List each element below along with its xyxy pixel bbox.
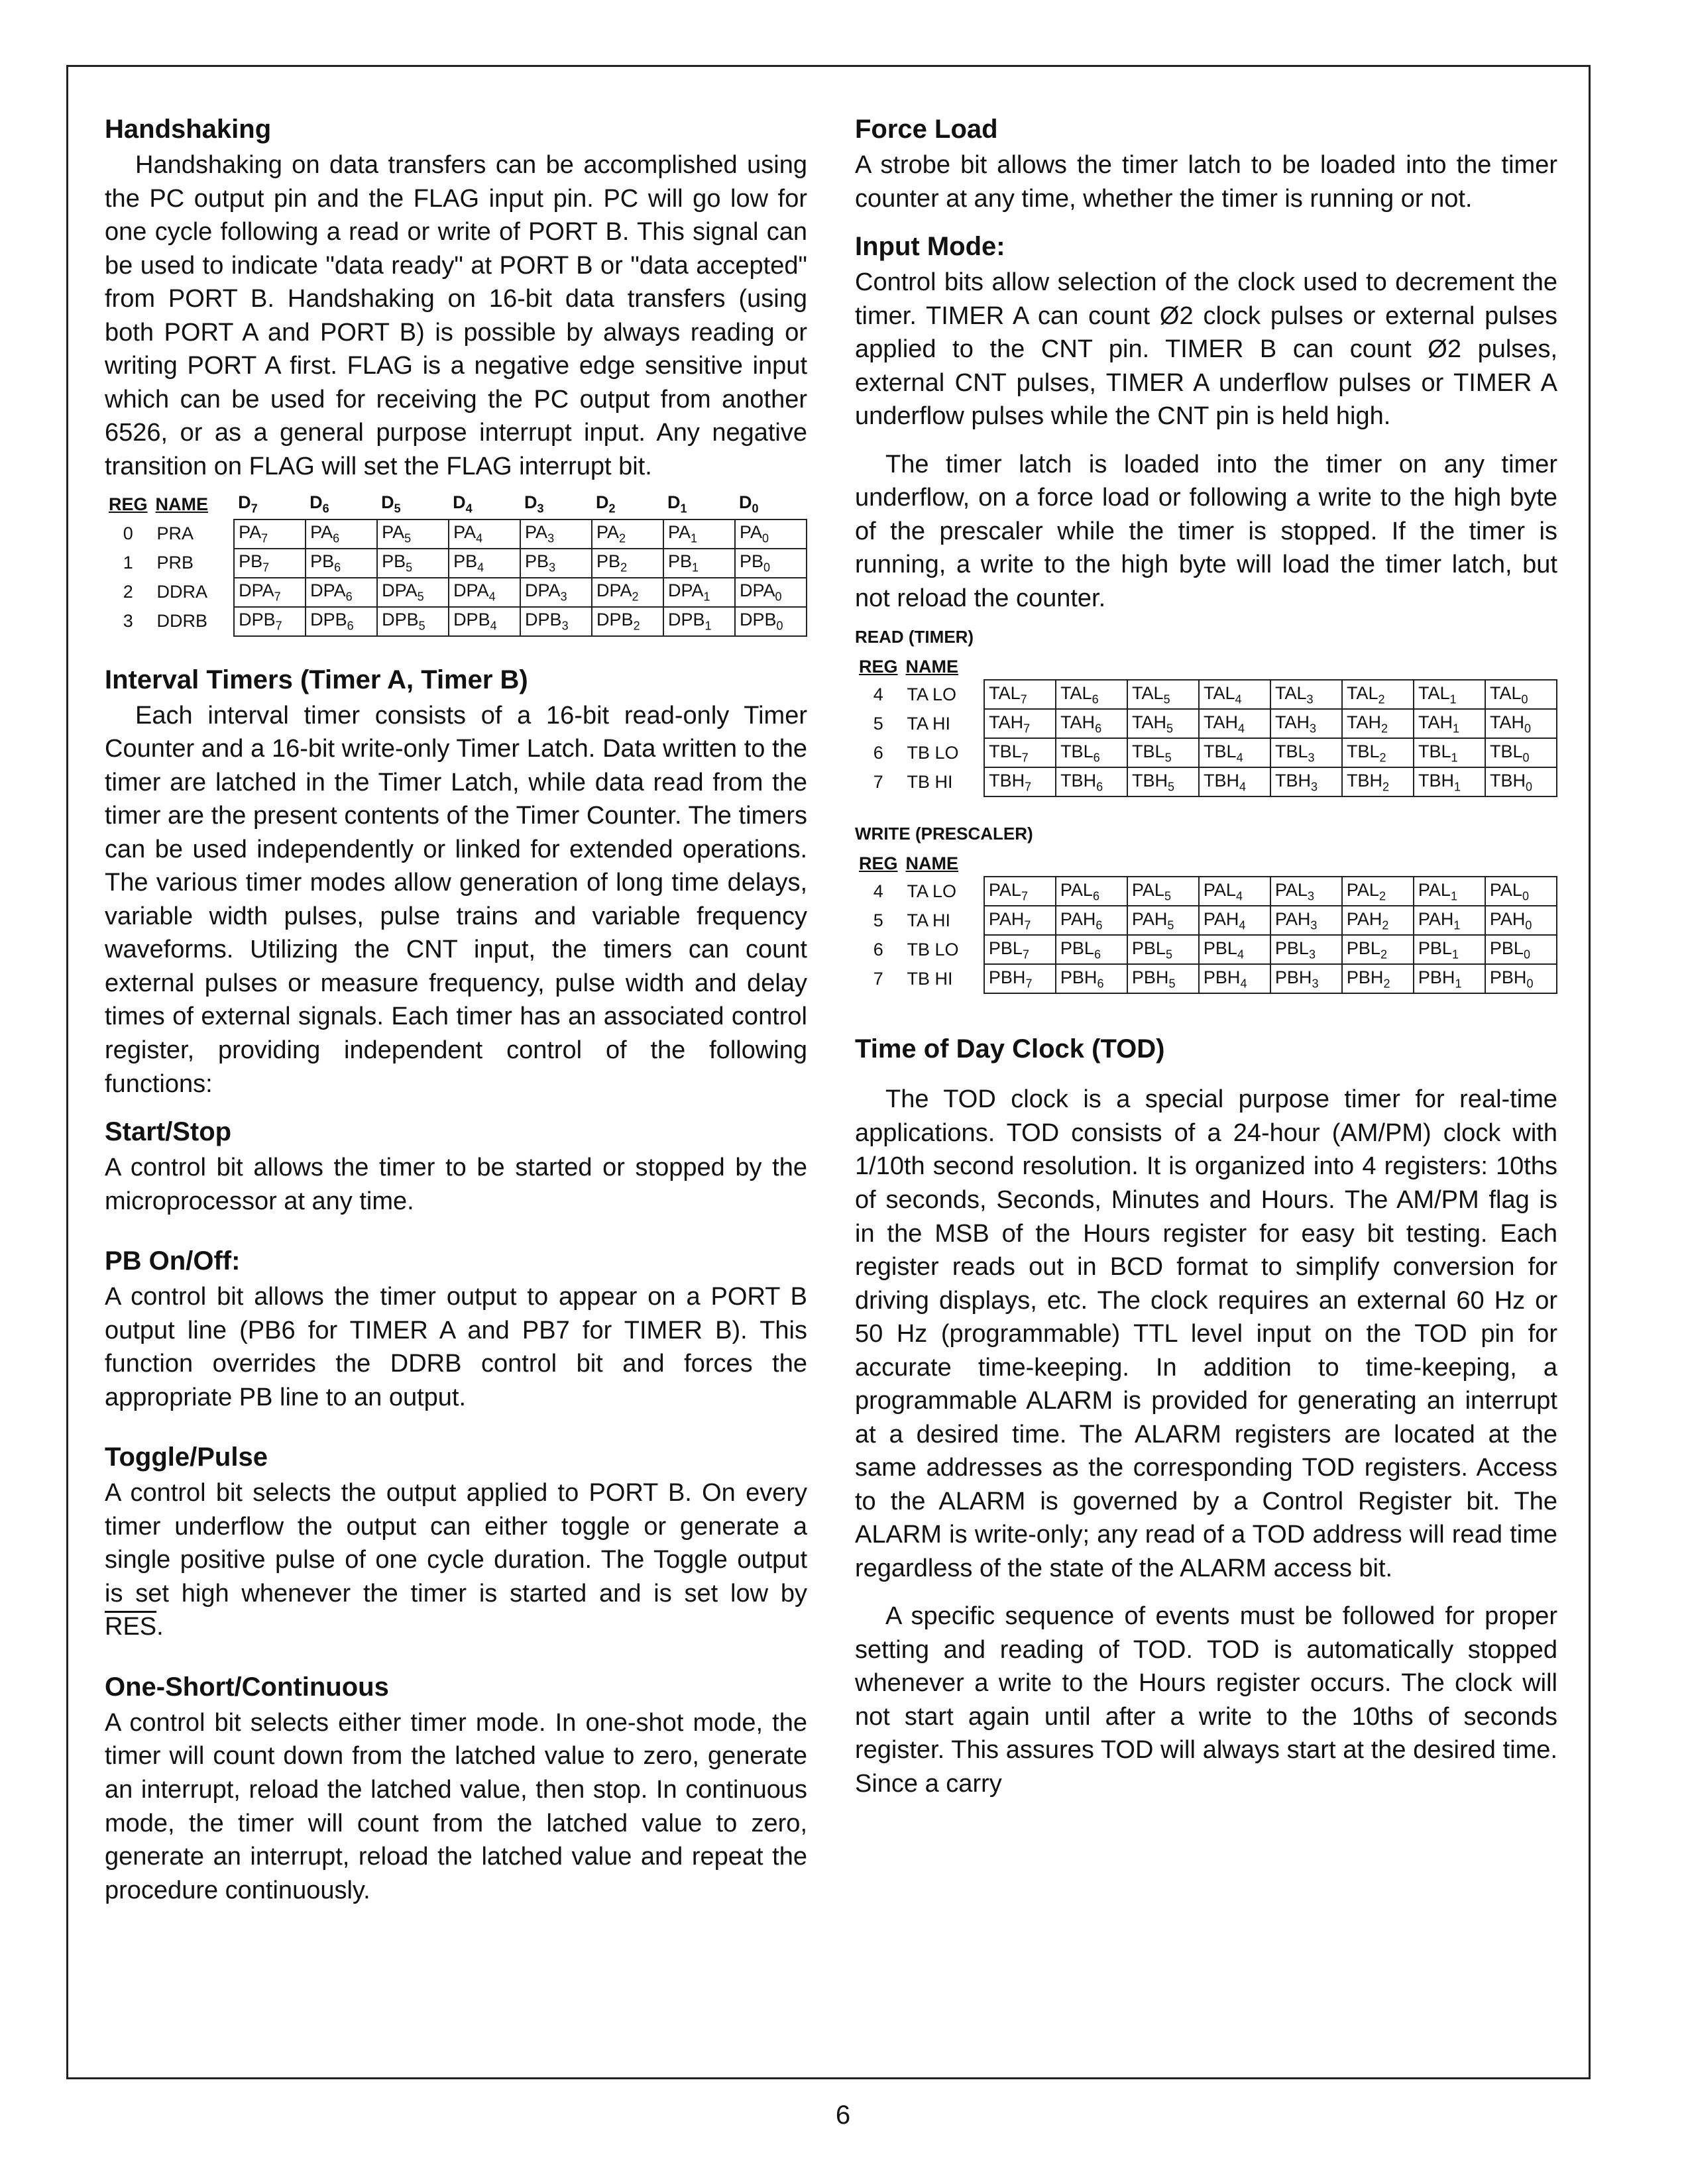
register-bit-cell: $PBH_3$ xyxy=(1270,964,1342,993)
register-bit-cell: $PAH_6$ xyxy=(1056,906,1127,935)
register-bit-cell: $DPB_5$ xyxy=(377,607,449,636)
register-bit-cell: $PAH_3$ xyxy=(1270,906,1342,935)
register-bit-cell: $DPA_4$ xyxy=(449,578,520,607)
register-bit-cell: $PBL_1$ xyxy=(1414,935,1485,964)
register-name: TA LO xyxy=(907,881,957,901)
write-table-header xyxy=(855,851,1557,877)
register-bit-cell: $PB_2$ xyxy=(592,549,663,578)
register-bit-cell: $PBH_5$ xyxy=(1127,964,1199,993)
register-number: 7 xyxy=(873,968,883,989)
register-bit-cell: $DPA_2$ xyxy=(592,578,663,607)
handshaking-heading: Handshaking xyxy=(105,115,272,144)
pbonoff-heading: PB On/Off: xyxy=(105,1246,241,1276)
name-header: NAME xyxy=(155,494,209,514)
pbonoff-body: A control bit allows the timer output to appear on a PORT B output line (PB6 for TIMER A and PB7 for TIMER B). This function overrides the DDRB control bit and forces the appropriate PB line to an output. xyxy=(105,1283,807,1411)
register-bit-cell: $TBL_1$ xyxy=(1414,738,1485,767)
register-bit-cell: $TAH_0$ xyxy=(1485,709,1557,738)
register-number: 5 xyxy=(873,910,883,930)
register-bit-cell: $PBL_3$ xyxy=(1270,935,1342,964)
register-bit-cell: $PBL_5$ xyxy=(1127,935,1199,964)
register-bit-cell: $PB_5$ xyxy=(377,549,449,578)
register-number: 2 xyxy=(123,582,133,602)
register-row xyxy=(855,709,1557,738)
register-number: 3 xyxy=(123,611,133,631)
register-row xyxy=(105,578,807,607)
register-row xyxy=(855,935,1557,964)
register-bit-cell: $TBL_0$ xyxy=(1485,738,1557,767)
register-bit-cell: $TAL_3$ xyxy=(1270,680,1342,709)
write-prescaler-table xyxy=(855,851,1557,994)
register-bit-cell: $PAL_4$ xyxy=(1199,877,1270,906)
toggle-body-b: . xyxy=(156,1613,164,1641)
tod-body-2: A specific sequence of events must be followed for proper setting and reading of TOD. TOD is automatically stopped whenever a write to the Hours register occurs. The clock will not start again until after a write to the 10ths of seconds register. This assures TOD will always start at the desired time. Since a carry xyxy=(855,1602,1557,1798)
register-bit-cell: $PAH_2$ xyxy=(1342,906,1414,935)
tod-body: The TOD clock is a special purpose timer for real-time applications. TOD consists of a 24-hour (AM/PM) clock with 1/10th second resolution. It is organized into 4 registers: 10ths of seconds, Seconds, Minutes and Hours. The AM/PM flag is in the MSB of the Hours register for easy bit testing. Each register reads out in BCD format to simplify conversion for driving displays, etc. The clock requires an external 60 Hz or 50 Hz (programmable) TTL level input on the TOD pin for accurate time-keeping. In addition to time-keeping, a programmable ALARM is provided for generating an interrupt at a desired time. The ALARM registers are located at the same addresses as the corresponding TOD registers. Access to the ALARM is governed by a Control Register bit. The ALARM is write-only; any read of a TOD address will read time regardless of the state of the ALARM access bit. xyxy=(855,1085,1557,1582)
register-bit-cell: $TAL_7$ xyxy=(984,680,1056,709)
register-name: PRB xyxy=(156,553,194,573)
interval-timers-body: Each interval timer consists of a 16-bit read-only Timer Counter and a 16-bit write-only Timer Latch. Data written to the timer are latched in the Timer Latch, while data read from the timer are the present contents of the Timer Counter. The timers can be used independently or linked for extended operations. The various timer modes allow generation of long time delays, variable width pulses, pulse trains and variable frequency waveforms. Utilizing the CNT input, the timers can count external pulses or measure frequency, pulse width and delay times of external signals. Each timer has an associated control register, providing independent control of the following functions: xyxy=(105,701,807,1098)
inputmode-body: Control bits allow selection of the clock used to decrement the timer. TIMER A can count Ø2 clock pulses or external pulses applied to the CNT pin. TIMER B can count Ø2 pulses, external CNT pulses, TIMER A underflow pulses or TIMER A underflow pulses while the CNT pin is held high. xyxy=(855,268,1557,431)
register-bit-cell: $TAH_5$ xyxy=(1127,709,1199,738)
register-number: 4 xyxy=(873,684,883,704)
name-header: NAME xyxy=(905,657,959,677)
register-bit-cell: $PAL_6$ xyxy=(1056,877,1127,906)
register-bit-cell: $PAH_5$ xyxy=(1127,906,1199,935)
register-bit-cell: $PAH_1$ xyxy=(1414,906,1485,935)
write-table-caption: WRITE (PRESCALER) xyxy=(855,824,1033,844)
register-bit-cell: $PBL_7$ xyxy=(984,935,1056,964)
oneshot-heading: One-Short/Continuous xyxy=(105,1672,389,1702)
register-row xyxy=(105,607,807,636)
register-bit-cell: $PBL_2$ xyxy=(1342,935,1414,964)
register-bit-cell: $PB_6$ xyxy=(306,549,377,578)
bit-header: $D_6$ xyxy=(309,492,329,516)
reg-header: REG xyxy=(109,494,148,514)
register-bit-cell: $DPB_2$ xyxy=(592,607,663,636)
register-bit-cell: $PBH_4$ xyxy=(1199,964,1270,993)
oneshot-body: A control bit selects either timer mode. In one-shot mode, the timer will count down from the latched value to zero, generate an interrupt, reload the latched value, then stop. In continuous mode, the timer will count from the latched value to zero, generate an interrupt, reload the latched value and repeat the procedure continuously. xyxy=(105,1708,807,1904)
register-bit-cell: $TAL_0$ xyxy=(1485,680,1557,709)
register-bit-cell: $TBH_6$ xyxy=(1056,767,1127,796)
register-bit-cell: $TBH_5$ xyxy=(1127,767,1199,796)
register-bit-cell: $TBL_5$ xyxy=(1127,738,1199,767)
register-number: 5 xyxy=(873,713,883,734)
read-table-caption: READ (TIMER) xyxy=(855,627,974,647)
register-bit-cell: $TAL_4$ xyxy=(1199,680,1270,709)
right-column xyxy=(855,113,1557,1801)
register-bit-cell: $TAH_1$ xyxy=(1414,709,1485,738)
register-bit-cell: $DPB_1$ xyxy=(663,607,735,636)
tod-heading: Time of Day Clock (TOD) xyxy=(855,1034,1165,1064)
register-bit-cell: $TAH_3$ xyxy=(1270,709,1342,738)
register-bit-cell: $PB_3$ xyxy=(520,549,592,578)
register-row xyxy=(855,738,1557,767)
register-name: TB HI xyxy=(907,968,953,989)
toggle-body xyxy=(105,1476,807,1644)
register-bit-cell: $PBH_7$ xyxy=(984,964,1056,993)
register-bit-cell: $PA_5$ xyxy=(377,519,449,549)
bit-header: $D_2$ xyxy=(596,492,616,516)
register-bit-cell: $TBL_2$ xyxy=(1342,738,1414,767)
port-register-table xyxy=(105,490,807,636)
register-bit-cell: $PAH_0$ xyxy=(1485,906,1557,935)
register-bit-cell: $DPA_7$ xyxy=(234,578,306,607)
register-name: TA HI xyxy=(907,910,951,930)
register-bit-cell: $DPA_3$ xyxy=(520,578,592,607)
register-row xyxy=(855,964,1557,993)
register-bit-cell: $TBH_2$ xyxy=(1342,767,1414,796)
timer-latch-body: The timer latch is loaded into the timer on any timer underflow, on a force load or following a write to the high byte of the prescaler while the timer is stopped. If the timer is running, a write to the high byte will load the timer latch, but not reload the counter. xyxy=(855,450,1557,612)
register-bit-cell: $TBL_4$ xyxy=(1199,738,1270,767)
register-bit-cell: $TAH_2$ xyxy=(1342,709,1414,738)
register-row xyxy=(855,906,1557,935)
register-number: 1 xyxy=(123,553,133,573)
register-name: PRA xyxy=(156,523,194,544)
register-name: DDRA xyxy=(156,582,208,602)
register-bit-cell: $PAL_2$ xyxy=(1342,877,1414,906)
handshaking-body: Handshaking on data transfers can be accomplished using the PC output pin and the FLAG input pin. PC will go low for one cycle following a read or write of PORT B. This signal can be used to indicate "data ready" at PORT B or "data accepted" from PORT B. Handshaking on 16-bit data transfers (using both PORT A and PORT B) is possible by always reading or writing PORT A first. FLAG is a negative edge sensitive input which can be used for receiving the PC output from another 6526, or as a general purpose interrupt input. Any negative transition on FLAG will set the FLAG interrupt bit. xyxy=(105,151,807,480)
register-bit-cell: $DPB_3$ xyxy=(520,607,592,636)
register-bit-cell: $PAL_5$ xyxy=(1127,877,1199,906)
register-bit-cell: $PA_1$ xyxy=(663,519,735,549)
register-bit-cell: $TAH_6$ xyxy=(1056,709,1127,738)
register-bit-cell: $TAH_7$ xyxy=(984,709,1056,738)
register-bit-cell: $PBL_0$ xyxy=(1485,935,1557,964)
register-name: DDRB xyxy=(156,611,208,631)
register-number: 6 xyxy=(873,742,883,763)
register-bit-cell: $PBH_2$ xyxy=(1342,964,1414,993)
register-row xyxy=(105,519,807,549)
register-row xyxy=(855,680,1557,709)
bit-header: $D_1$ xyxy=(667,492,687,516)
startstop-body: A control bit allows the timer to be started or stopped by the microprocessor at any time. xyxy=(105,1154,807,1215)
register-bit-cell: $PAL_1$ xyxy=(1414,877,1485,906)
register-bit-cell: $TBH_1$ xyxy=(1414,767,1485,796)
register-bit-cell: $TBH_0$ xyxy=(1485,767,1557,796)
register-bit-cell: $PB_7$ xyxy=(234,549,306,578)
register-bit-cell: $TAL_5$ xyxy=(1127,680,1199,709)
register-number: 7 xyxy=(873,771,883,792)
register-bit-cell: $DPA_1$ xyxy=(663,578,735,607)
register-bit-cell: $PB_4$ xyxy=(449,549,520,578)
register-name: TB LO xyxy=(907,939,959,959)
bit-header: $D_0$ xyxy=(739,492,759,516)
register-bit-cell: $PB_0$ xyxy=(735,549,807,578)
toggle-body-a: A control bit selects the output applied to PORT B. On every timer underflow the output can either toggle or generate a single positive pulse of one cycle duration. The Toggle output is set high whenever the timer is started and is set low by xyxy=(105,1479,807,1608)
inputmode-heading: Input Mode: xyxy=(855,232,1005,262)
register-row xyxy=(855,767,1557,796)
register-name: TB HI xyxy=(907,771,953,792)
register-bit-cell: $TAL_6$ xyxy=(1056,680,1127,709)
read-timer-table xyxy=(855,654,1557,797)
name-header: NAME xyxy=(905,853,959,874)
register-bit-cell: $PAL_0$ xyxy=(1485,877,1557,906)
register-number: 6 xyxy=(873,939,883,959)
interval-timers-heading: Interval Timers (Timer A, Timer B) xyxy=(105,665,528,694)
register-name: TB LO xyxy=(907,742,959,763)
register-bit-cell: $TBL_6$ xyxy=(1056,738,1127,767)
register-bit-cell: $PA_7$ xyxy=(234,519,306,549)
bit-header: $D_3$ xyxy=(524,492,544,516)
register-bit-cell: $PAL_7$ xyxy=(984,877,1056,906)
read-table-header xyxy=(855,654,1557,680)
register-bit-cell: $DPB_0$ xyxy=(735,607,807,636)
left-column xyxy=(105,113,807,1907)
bit-header: $D_7$ xyxy=(238,492,258,516)
register-name: TA HI xyxy=(907,713,951,734)
register-bit-cell: $PA_2$ xyxy=(592,519,663,549)
register-bit-cell: $TAH_4$ xyxy=(1199,709,1270,738)
register-bit-cell: $TBH_4$ xyxy=(1199,767,1270,796)
register-bit-cell: $TBL_7$ xyxy=(984,738,1056,767)
register-bit-cell: $PB_1$ xyxy=(663,549,735,578)
register-bit-cell: $TBH_3$ xyxy=(1270,767,1342,796)
bit-header: $D_5$ xyxy=(381,492,401,516)
register-row xyxy=(855,877,1557,906)
register-bit-cell: $PBL_4$ xyxy=(1199,935,1270,964)
register-bit-cell: $DPB_4$ xyxy=(449,607,520,636)
register-bit-cell: $PAH_7$ xyxy=(984,906,1056,935)
register-bit-cell: $DPA_0$ xyxy=(735,578,807,607)
register-bit-cell: $TAL_2$ xyxy=(1342,680,1414,709)
reg-header: REG xyxy=(859,853,898,874)
register-bit-cell: $PAH_4$ xyxy=(1199,906,1270,935)
register-bit-cell: $TBH_7$ xyxy=(984,767,1056,796)
register-bit-cell: $DPA_5$ xyxy=(377,578,449,607)
register-bit-cell: $PBH_1$ xyxy=(1414,964,1485,993)
register-bit-cell: $PA_6$ xyxy=(306,519,377,549)
register-bit-cell: $PAL_3$ xyxy=(1270,877,1342,906)
register-number: 0 xyxy=(123,523,133,544)
register-bit-cell: $DPB_7$ xyxy=(234,607,306,636)
page-number: 6 xyxy=(835,2101,851,2130)
register-bit-cell: $PA_3$ xyxy=(520,519,592,549)
startstop-heading: Start/Stop xyxy=(105,1117,232,1147)
register-bit-cell: $DPA_6$ xyxy=(306,578,377,607)
port-table-header xyxy=(105,490,807,519)
register-bit-cell: $PA_4$ xyxy=(449,519,520,549)
forceload-body: A strobe bit allows the timer latch to be loaded into the timer counter at any time, whether the timer is running or not. xyxy=(855,151,1557,213)
register-bit-cell: $DPB_6$ xyxy=(306,607,377,636)
reg-header: REG xyxy=(859,657,898,677)
register-bit-cell: $PBH_6$ xyxy=(1056,964,1127,993)
res-signal: $\overline{RES}$ xyxy=(105,1613,157,1641)
register-row xyxy=(105,549,807,578)
register-bit-cell: $TAL_1$ xyxy=(1414,680,1485,709)
bit-header: $D_4$ xyxy=(453,492,473,516)
toggle-heading: Toggle/Pulse xyxy=(105,1443,268,1472)
register-bit-cell: $TBL_3$ xyxy=(1270,738,1342,767)
register-number: 4 xyxy=(873,881,883,901)
forceload-heading: Force Load xyxy=(855,115,998,144)
register-name: TA LO xyxy=(907,684,957,704)
register-bit-cell: $PBH_0$ xyxy=(1485,964,1557,993)
register-bit-cell: $PBL_6$ xyxy=(1056,935,1127,964)
register-bit-cell: $PA_0$ xyxy=(735,519,807,549)
